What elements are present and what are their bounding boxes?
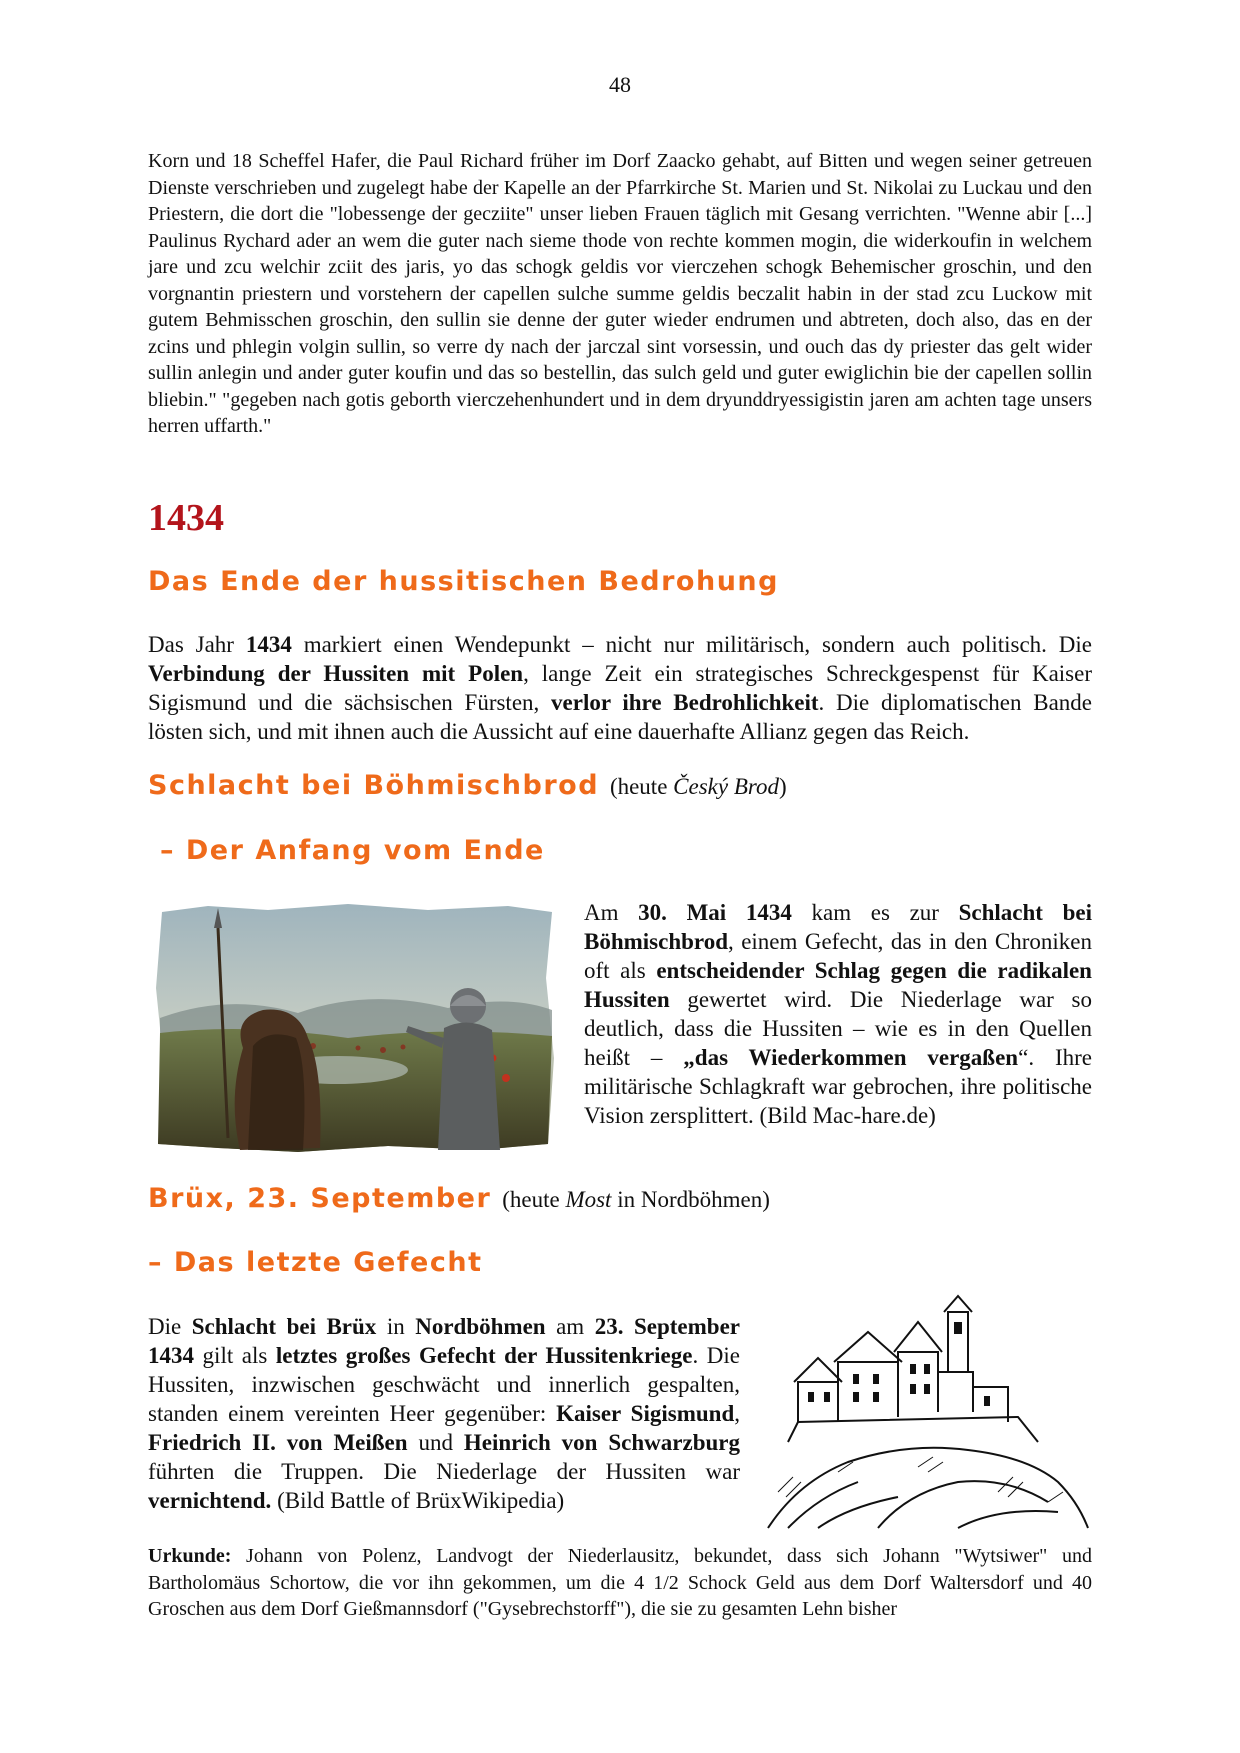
heading-ende: Das Ende der hussitischen Bedrohung [148, 566, 779, 597]
page-number: 48 [609, 72, 631, 97]
year-heading: 1434 [148, 497, 224, 539]
paragraph-bruex: Die Schlacht bei Brüx in Nordböhmen am 23. September 1434 gilt als letztes großes Gefecht der Hussitenkriege. Die Hussiten, inzwischen geschwächt und innerlich gespalten, standen einem vereinten Heer gegenüber: Kaiser Sigismund, Friedrich II. von Meißen und Heinrich von Schwarzburg führten die Truppen. Die Niederlage der Hussiten war vernichtend. (Bild Battle of BrüxWikipedia) [148, 1314, 741, 1513]
paragraph-30-mai: Am 30. Mai 1434 kam es zur Schlacht bei Böhmischbrod, einem Gefecht, das in den Chroniken oft als entscheidender Schlag gegen die radikalen Hussiten gewertet wird. Die Niederlage war so deutlich, dass die Hussiten – wie es in den Quellen heißt – „das Wiederkommen vergaßen“. Ihre militärische Schlagkraft war gebrochen, ihre politische Vision zersplittert. (Bild Mac-hare.de) [584, 900, 1092, 1128]
battle-painting-image [148, 898, 560, 1156]
urkunde-paragraph: Urkunde: Johann von Polenz, Landvogt der Niederlausitz, bekundet, dass sich Johann "Wytsiwer" und Bartholomäus Schortow, die vor ihn gekommen, um die 4 1/2 Schock Geld aus dem Dorf Waltersdorf und 40 Groschen aus dem Dorf Gießmannsdorf ("Gysebrechstorff"), die sie zu gesamten Lehn bisher [148, 1545, 1092, 1620]
heading-boehmischbrod: Schlacht bei Böhmischbrod (heute Český Brod) [148, 770, 787, 801]
paragraph-wendepunkt: Das Jahr 1434 markiert einen Wendepunkt – nicht nur militärisch, sondern auch politisch. Die Verbindung der Hussiten mit Polen, lange Zeit ein strategisches Schreckgespenst für Kaiser Sigismund und die sächsischen Fürsten, verlor ihre Bedrohlichkeit. Die diplomatischen Bande lösten sich, und mit ihnen auch die Aussicht auf eine dauerhafte Allianz gegen das Reich. [148, 632, 1092, 744]
subheading-letzte-gefecht: – Das letzte Gefecht [148, 1247, 483, 1278]
urkunde-label: Urkunde: [148, 1545, 232, 1567]
heading-bruex-note: (heute Most in Nordböhmen) [502, 1187, 770, 1212]
castle-woodcut-image [758, 1292, 1092, 1532]
heading-boehmischbrod-note: (heute Český Brod) [609, 774, 787, 799]
intro-paragraph: Korn und 18 Scheffel Hafer, die Paul Richard früher im Dorf Zaacko gehabt, auf Bitten und wegen seiner getreuen Dienste verschrieben und zugelegt habe der Kapelle an der Pfarrkirche St. Marien und St. Nikolai zu Luckau und den Priestern, die dort die "lobessenge der gecziite" unser lieben Frauen täglich mit Gesang verrichten. "Wenne abir [...] Paulinus Rychard ader an wem die guter nach sieme thode von rechte kommen mogin, die widerkoufin in welchem jare und zcu welchir zciit des jaris, yo das schogk geldis vor vierczehen schogk Behemischer groschin, und den vorgnantin priestern und vorstehern der capellen sulche summe geldis beczalit habin in der stad zcu Luckow mit gutem Behmisschen groschin, den sullin sie denne der guter wieder endrumen und abtreten, doch also, das en der zcins und phlegin volgin sullin, so verre dy nach der jarczal sint vorsessin, und ouch das dy priester das gelt wider sullin anlegin und ander guter koufin und das so bestellin, das sulch geld und guter ewiglichin bie der capellen sollin bliebin." "gegeben nach gotis geborth vierczehenhundert und in dem dryunddryessigistin jaren am achten tage unsers herren uffarth." [148, 150, 1092, 437]
subheading-anfang: – Der Anfang vom Ende [160, 835, 545, 866]
heading-bruex: Brüx, 23. September (heute Most in Nordböhmen) [148, 1183, 770, 1214]
